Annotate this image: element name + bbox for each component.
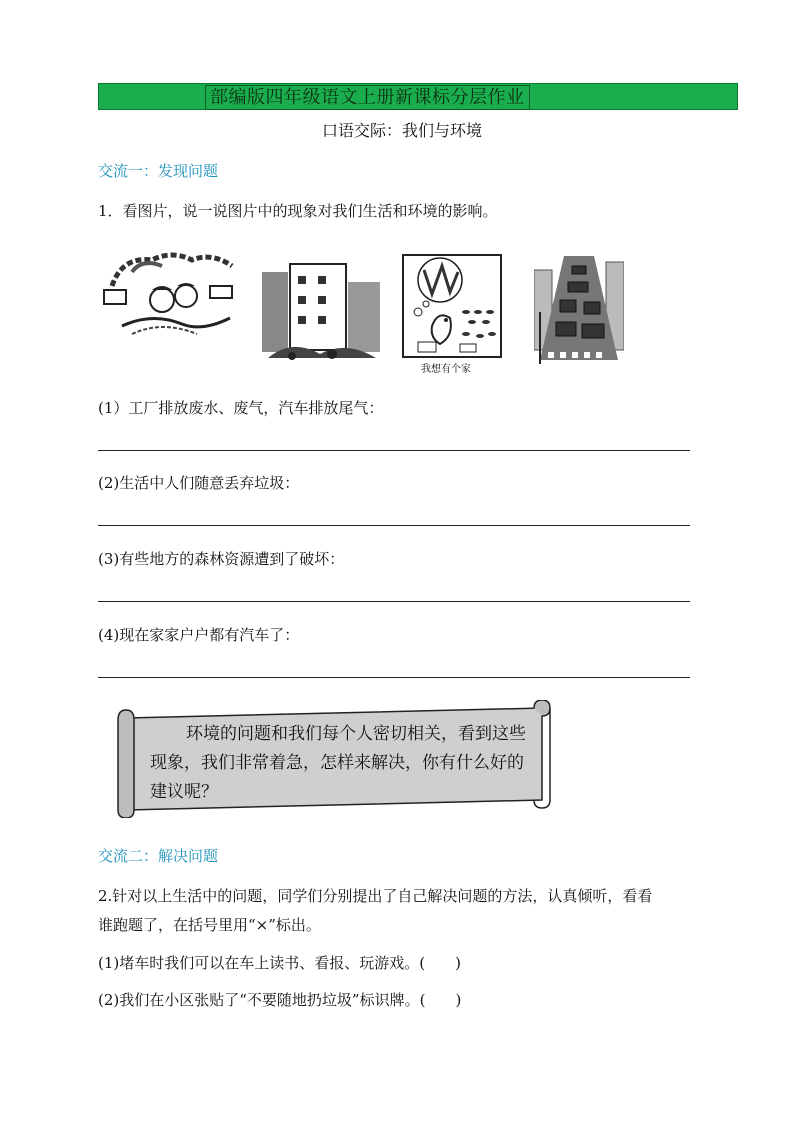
garbage-building-picture [262, 262, 380, 366]
question-2-line2: 谁跑题了，在括号里用“×”标出。 [98, 916, 321, 934]
item-1-1: (1）工厂排放废水、废气，汽车排放尾气： [98, 399, 384, 417]
title-banner [98, 83, 738, 110]
question-1: 1．看图片，说一说图片中的现象对我们生活和环境的影响。 [98, 202, 498, 220]
answer-line-4[interactable] [98, 677, 690, 678]
item-2-2: (2)我们在小区张贴了“不要随地扔垃圾”标识牌。( ) [98, 991, 462, 1009]
traffic-jam-picture [534, 252, 624, 368]
answer-line-3[interactable] [98, 601, 690, 602]
item-1-4: (4)现在家家户户都有汽车了： [98, 626, 300, 644]
page-subtitle: 口语交际：我们与环境 [321, 121, 482, 140]
section1-heading: 交流一：发现问题 [98, 162, 219, 180]
banner-title: 部编版四年级语文上册新课标分层作业 [205, 85, 530, 110]
question-2-line1: 2.针对以上生活中的问题，同学们分别提出了自己解决问题的方法，认真倾听，看看 [98, 887, 653, 905]
answer-line-1[interactable] [98, 450, 690, 451]
section2-heading: 交流二：解决问题 [98, 847, 219, 865]
item-2-1: (1)堵车时我们可以在车上读书、看报、玩游戏。( ) [98, 954, 461, 972]
bird-forest-picture [402, 254, 502, 358]
factory-pollution-picture [102, 246, 236, 342]
item-1-3: (3)有些地方的森林资源遭到了破坏： [98, 550, 345, 568]
picture-caption: 我想有个家 [421, 364, 471, 375]
item-1-2: (2)生活中人们随意丢弃垃圾： [98, 474, 300, 492]
scroll-text: 环境的问题和我们每个人密切相关，看到这些现象，我们非常着急，怎样来解决，你有什么好的建议呢？ [150, 724, 526, 802]
answer-line-2[interactable] [98, 525, 690, 526]
